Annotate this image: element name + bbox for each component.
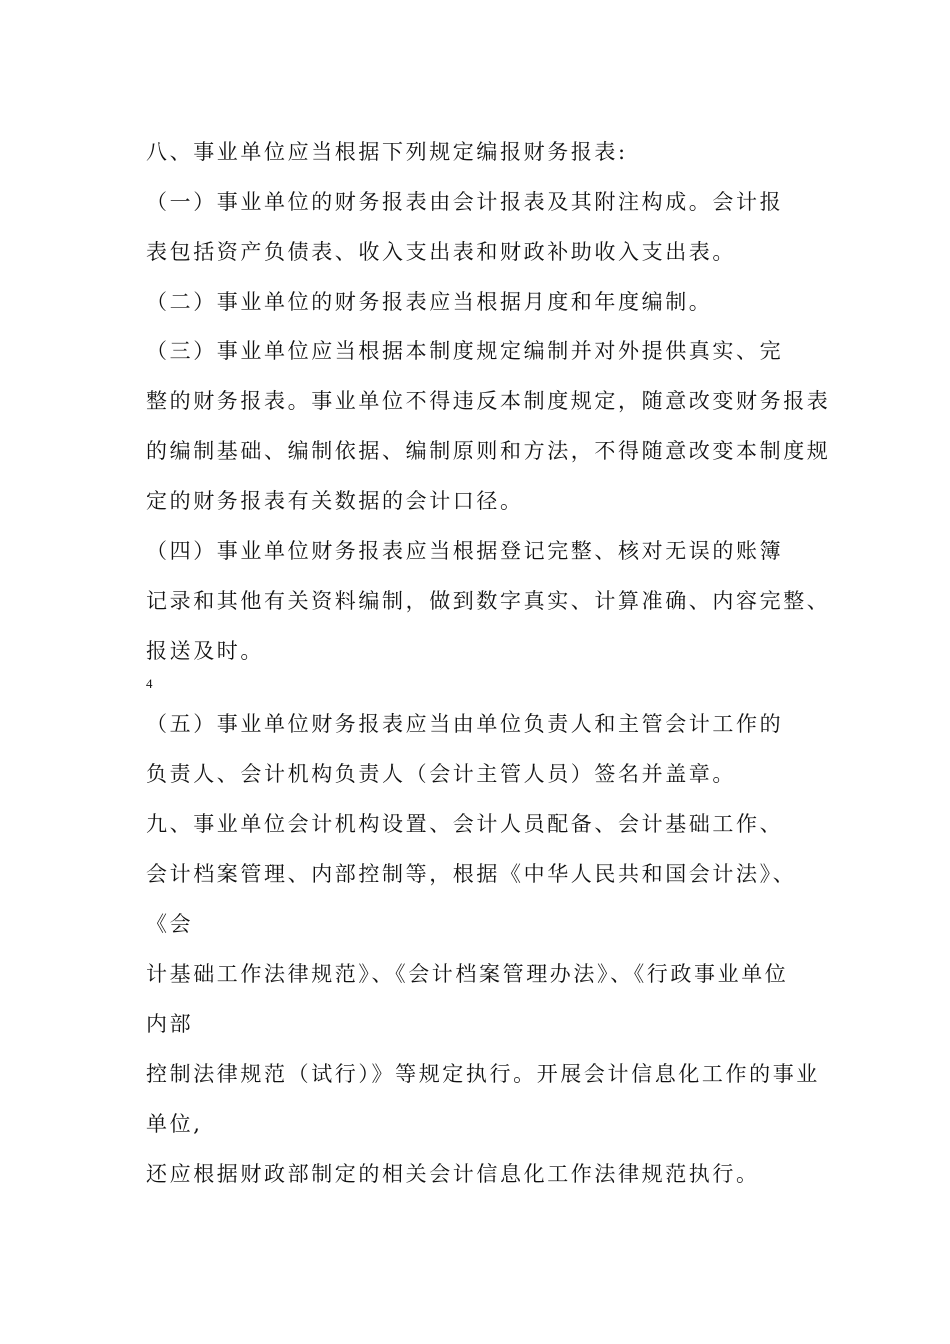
paragraph-8-3-line-4: 定的财务报表有关数据的会计口径。 xyxy=(146,489,524,513)
paragraph-8-heading: 八、事业单位应当根据下列规定编报财务报表: xyxy=(146,140,628,164)
paragraph-8-1-line-1: （一）事业单位的财务报表由会计报表及其附注构成。会计报 xyxy=(146,190,784,214)
paragraph-8-4-line-1: （四）事业单位财务报表应当根据登记完整、核对无误的账簿 xyxy=(146,539,784,563)
paragraph-9-line-3: 《会 xyxy=(146,912,194,936)
paragraph-9-line-7: 单位, xyxy=(146,1112,203,1136)
paragraph-8-3-line-1: （三）事业单位应当根据本制度规定编制并对外提供真实、完 xyxy=(146,339,784,363)
paragraph-8-3-line-2: 整的财务报表。事业单位不得违反本制度规定，随意改变财务报表 xyxy=(146,389,831,413)
paragraph-8-5-line-1: （五）事业单位财务报表应当由单位负责人和主管会计工作的 xyxy=(146,712,784,736)
paragraph-9-line-1: 九、事业单位会计机构设置、会计人员配备、会计基础工作、 xyxy=(146,812,784,836)
paragraph-9-line-6: 控制法律规范（试行）》等规定执行。开展会计信息化工作的事业 xyxy=(146,1062,820,1086)
paragraph-8-4-line-3: 报送及时。 xyxy=(146,639,264,663)
paragraph-9-line-8: 还应根据财政部制定的相关会计信息化工作法律规范执行。 xyxy=(146,1162,760,1186)
paragraph-9-line-4: 计基础工作法律规范》、《会计档案管理办法》、《行政事业单位 xyxy=(146,962,789,986)
paragraph-8-1-line-2: 表包括资产负债表、收入支出表和财政补助收入支出表。 xyxy=(146,240,736,264)
paragraph-8-5-line-2: 负责人、会计机构负责人（会计主管人员）签名并盖章。 xyxy=(146,762,736,786)
paragraph-9-line-5: 内部 xyxy=(146,1012,194,1036)
paragraph-8-2: （二）事业单位的财务报表应当根据月度和年度编制。 xyxy=(146,290,713,314)
paragraph-8-4-line-2: 记录和其他有关资料编制，做到数字真实、计算准确、内容完整、 xyxy=(146,589,831,613)
paragraph-8-3-line-3: 的编制基础、编制依据、编制原则和方法，不得随意改变本制度规 xyxy=(146,439,831,463)
paragraph-9-line-2: 会计档案管理、内部控制等，根据《中华人民共和国会计法》、 xyxy=(146,862,797,886)
page-number: 4 xyxy=(146,676,153,691)
